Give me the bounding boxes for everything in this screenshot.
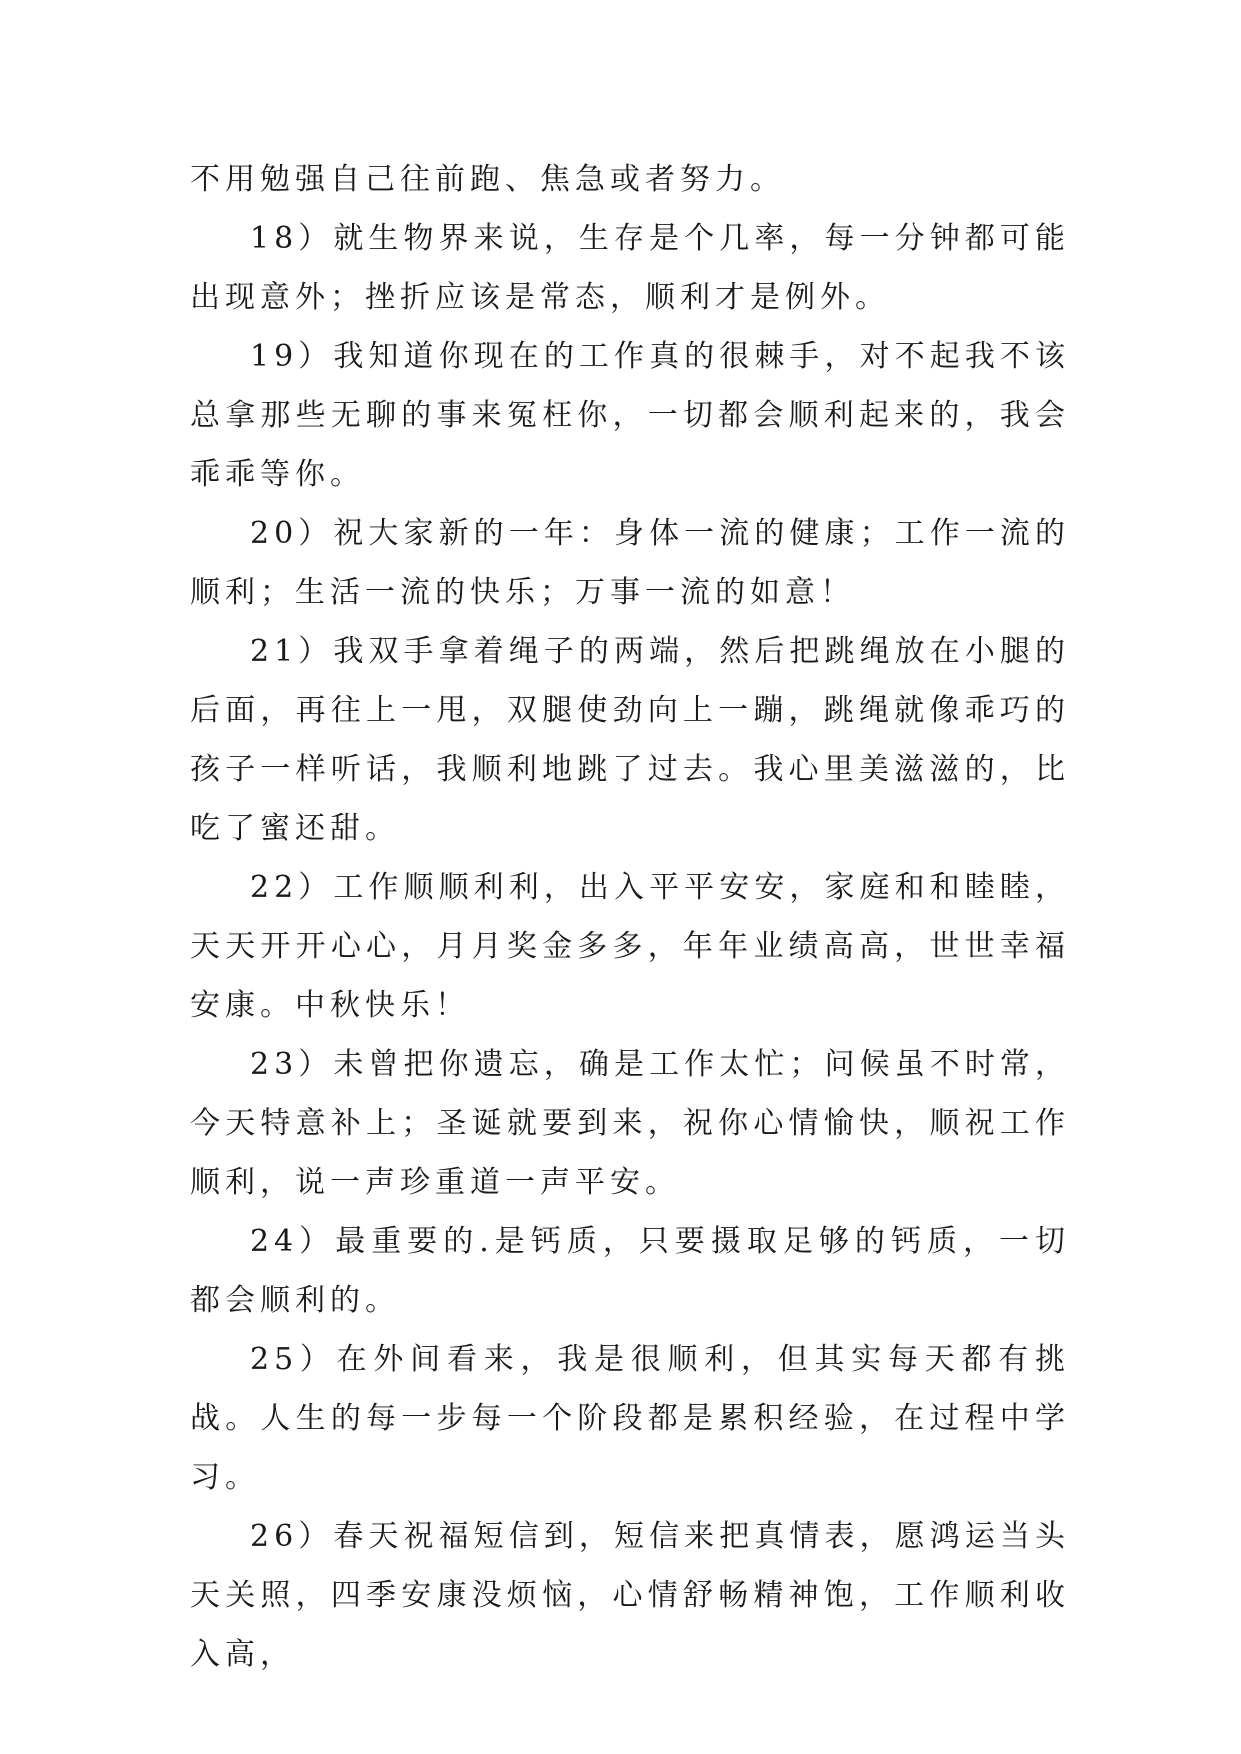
- paragraph-item-25: 25）在外间看来，我是很顺利，但其实每天都有挑战。人生的每一步每一个阶段都是累积经验，在过程中学习。: [190, 1342, 1070, 1495]
- paragraph-continuation: 不用勉强自己往前跑、焦急或者努力。: [190, 162, 785, 197]
- paragraph-item-23: 23）未曾把你遗忘，确是工作太忙；问候虽不时常，今天特意补上；圣诞就要到来，祝你心情愉快，顺祝工作顺利，说一声珍重道一声平安。: [190, 1047, 1070, 1200]
- paragraph-item-24: 24）最重要的.是钙质，只要摄取足够的钙质，一切都会顺利的。: [190, 1224, 1070, 1318]
- paragraph-item-22: 22）工作顺顺利利，出入平平安安，家庭和和睦睦，天天开开心心，月月奖金多多，年年业绩高高，世世幸福安康。中秋快乐！: [190, 870, 1070, 1023]
- paragraph-item-18: 18）就生物界来说，生存是个几率，每一分钟都可能出现意外；挫折应该是常态，顺利才是例外。: [190, 221, 1070, 315]
- document-body: [190, 150, 1070, 1684]
- paragraph-item-19: 19）我知道你现在的工作真的很棘手，对不起我不该总拿那些无聊的事来冤枉你，一切都会顺利起来的，我会乖乖等你。: [190, 339, 1070, 492]
- paragraph-item-26: 26）春天祝福短信到，短信来把真情表，愿鸿运当头天关照，四季安康没烦恼，心情舒畅精神饱，工作顺利收入高，: [190, 1519, 1070, 1672]
- paragraph-item-21: 21）我双手拿着绳子的两端，然后把跳绳放在小腿的后面，再往上一甩，双腿使劲向上一蹦，跳绳就像乖巧的孩子一样听话，我顺利地跳了过去。我心里美滋滋的，比吃了蜜还甜。: [190, 634, 1070, 846]
- paragraph-item-20: 20）祝大家新的一年：身体一流的健康；工作一流的顺利；生活一流的快乐；万事一流的如意！: [190, 516, 1070, 610]
